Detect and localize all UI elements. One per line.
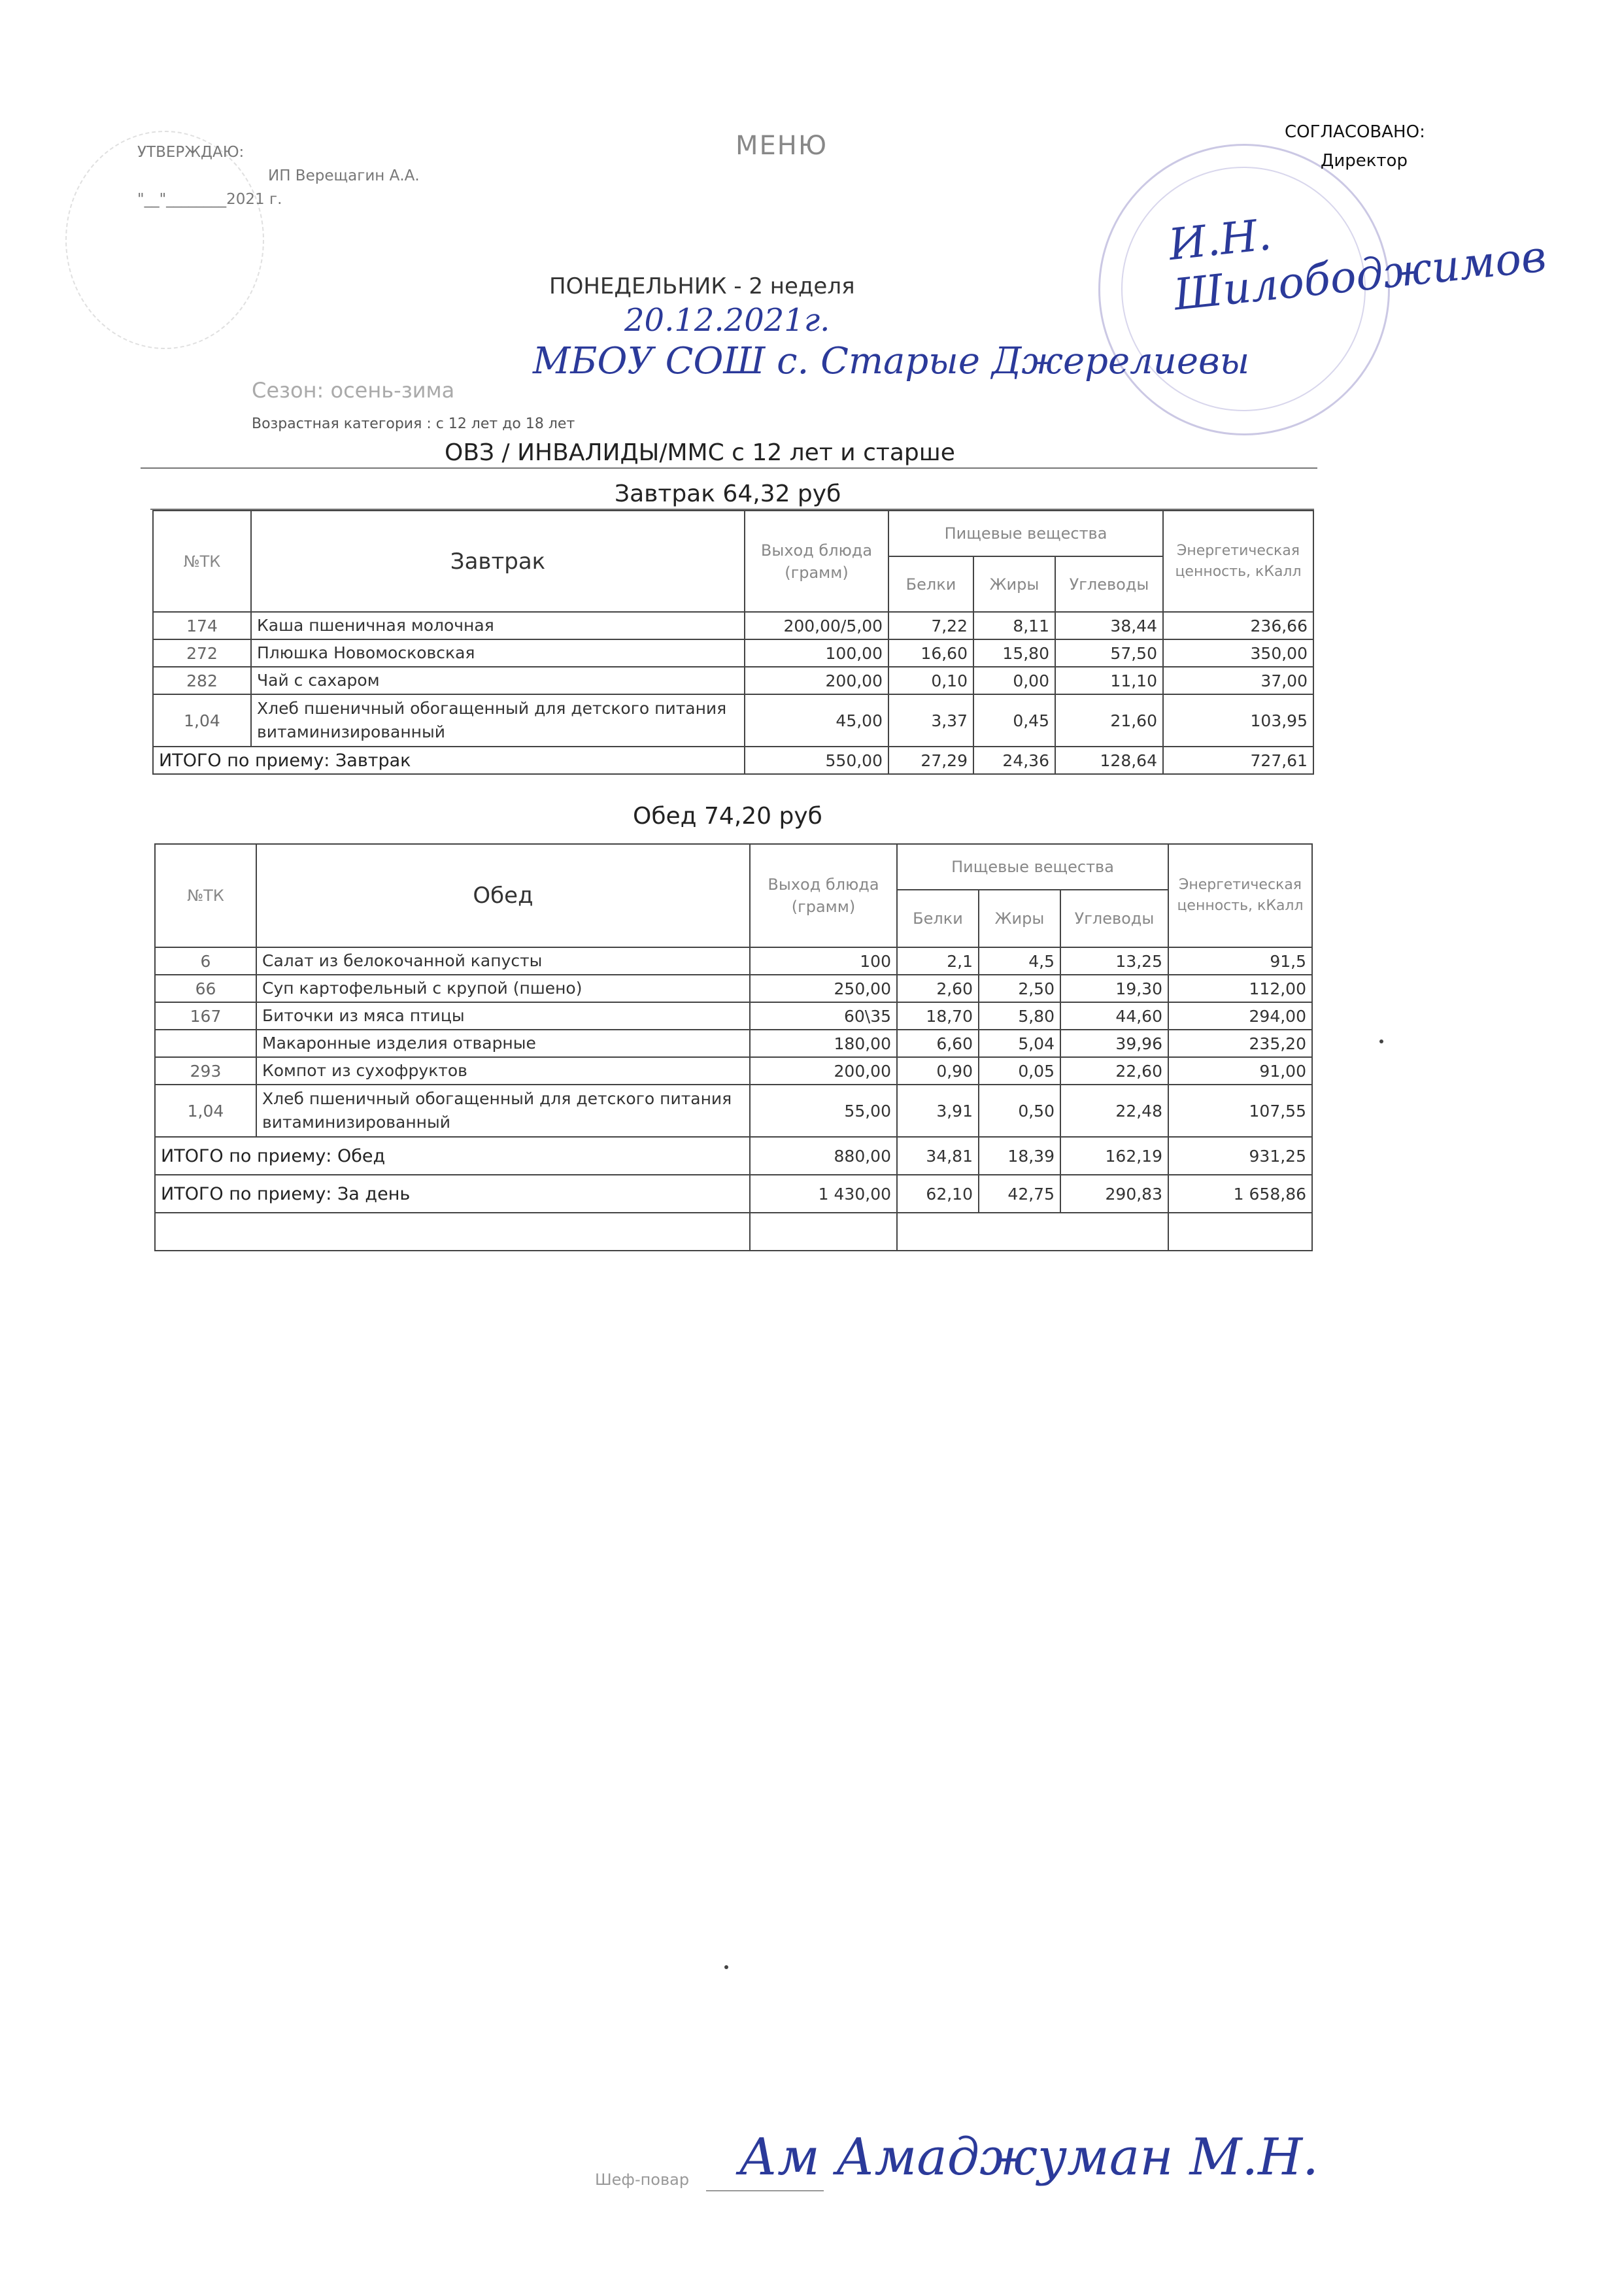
col-protein: Белки: [888, 556, 973, 612]
cell-energy: 235,20: [1168, 1030, 1312, 1057]
scan-speck: [724, 1965, 728, 1969]
day-total-protein: 62,10: [897, 1175, 979, 1213]
cell-carbs: 22,60: [1060, 1057, 1168, 1085]
cell-carbs: 38,44: [1055, 612, 1163, 639]
cell-fat: 0,50: [979, 1085, 1060, 1137]
col-dish: Обед: [256, 844, 750, 947]
cell-energy: 103,95: [1163, 694, 1313, 747]
cell-tk: 1,04: [153, 694, 251, 747]
cell-tk: 174: [153, 612, 251, 639]
table-row: [153, 667, 1313, 694]
day-total-row: [155, 1175, 1312, 1213]
day-heading: ПОНЕДЕЛЬНИК - 2 неделя: [549, 273, 855, 299]
lunch-title: Обед 74,20 руб: [633, 803, 822, 830]
col-protein: Белки: [897, 890, 979, 947]
total-fat: 18,39: [979, 1137, 1060, 1175]
empty-row: [155, 1213, 1312, 1251]
lunch-table: [154, 843, 1313, 1251]
col-nutrients: Пищевые вещества: [888, 511, 1163, 556]
handwritten-school: МБОУ СОШ с. Старые Джерелиевы: [533, 340, 1250, 382]
cell-name: Чай с сахаром: [251, 667, 745, 694]
breakfast-table: [152, 510, 1314, 775]
cell-protein: 2,1: [897, 947, 979, 975]
cell-protein: 0,90: [897, 1057, 979, 1085]
director-signature: И.Н. Шилободжимов: [1166, 209, 1549, 320]
cell-energy: 350,00: [1163, 639, 1313, 667]
cell-fat: 2,50: [979, 975, 1060, 1002]
cell-protein: 0,10: [888, 667, 973, 694]
age-category: Возрастная категория : с 12 лет до 18 лет: [252, 416, 575, 432]
approve-heading: УТВЕРЖДАЮ:: [137, 144, 245, 161]
cell-energy: 37,00: [1163, 667, 1313, 694]
cell-carbs: 57,50: [1055, 639, 1163, 667]
col-fat: Жиры: [973, 556, 1055, 612]
agree-role: Директор: [1321, 151, 1408, 171]
cell-fat: 5,80: [979, 1002, 1060, 1030]
cell-name: Хлеб пшеничный обогащенный для детского питания витаминизированный: [256, 1085, 750, 1137]
menu-title: МЕНЮ: [735, 131, 828, 161]
total-energy: 931,25: [1168, 1137, 1312, 1175]
total-fat: 24,36: [973, 747, 1055, 774]
cell-tk: 293: [155, 1057, 256, 1085]
approval-block: [137, 141, 420, 211]
total-label: ИТОГО по приему: Обед: [155, 1137, 750, 1175]
cell-protein: 7,22: [888, 612, 973, 639]
table-row: [155, 1002, 1312, 1030]
signature-line: [706, 2190, 824, 2191]
cell-name: Хлеб пшеничный обогащенный для детского питания витаминизированный: [251, 694, 745, 747]
total-row: [153, 747, 1313, 774]
cell-tk: 282: [153, 667, 251, 694]
cell-protein: 3,91: [897, 1085, 979, 1137]
cell-name: Макаронные изделия отварные: [256, 1030, 750, 1057]
cell-energy: 294,00: [1168, 1002, 1312, 1030]
col-dish: Завтрак: [251, 511, 745, 612]
cell-fat: 0,45: [973, 694, 1055, 747]
cell-carbs: 21,60: [1055, 694, 1163, 747]
breakfast-title: Завтрак 64,32 руб: [615, 481, 841, 507]
cell-yield: 45,00: [745, 694, 888, 747]
col-fat: Жиры: [979, 890, 1060, 947]
table-row: [153, 612, 1313, 639]
cell-tk: 6: [155, 947, 256, 975]
cell-carbs: 22,48: [1060, 1085, 1168, 1137]
handwritten-date: 20.12.2021г.: [624, 302, 830, 339]
col-energy: Энергетическая ценность, кКалл: [1168, 844, 1312, 947]
table-row: [155, 975, 1312, 1002]
total-yield: 880,00: [750, 1137, 897, 1175]
cell-yield: 100,00: [745, 639, 888, 667]
total-energy: 727,61: [1163, 747, 1313, 774]
table-row: [155, 1030, 1312, 1057]
cell-tk: 272: [153, 639, 251, 667]
cell-name: Каша пшеничная молочная: [251, 612, 745, 639]
cell-carbs: 13,25: [1060, 947, 1168, 975]
cell-name: Суп картофельный с крупой (пшено): [256, 975, 750, 1002]
cell-carbs: 19,30: [1060, 975, 1168, 1002]
cell-name: Салат из белокочанной капусты: [256, 947, 750, 975]
cell-fat: 5,04: [979, 1030, 1060, 1057]
cell-yield: 100: [750, 947, 897, 975]
cell-energy: 107,55: [1168, 1085, 1312, 1137]
total-yield: 550,00: [745, 747, 888, 774]
cell-yield: 200,00: [750, 1057, 897, 1085]
total-protein: 27,29: [888, 747, 973, 774]
divider: [141, 467, 1317, 469]
cell-yield: 250,00: [750, 975, 897, 1002]
cell-tk: [155, 1030, 256, 1057]
col-tk: №ТК: [155, 844, 256, 947]
approve-person: ИП Верещагин А.А.: [268, 167, 420, 184]
cell-name: Компот из сухофруктов: [256, 1057, 750, 1085]
cell-protein: 16,60: [888, 639, 973, 667]
agree-heading: СОГЛАСОВАНО:: [1285, 122, 1425, 142]
cell-protein: 2,60: [897, 975, 979, 1002]
col-energy: Энергетическая ценность, кКалл: [1163, 511, 1313, 612]
total-carbs: 128,64: [1055, 747, 1163, 774]
scan-speck: [1379, 1039, 1383, 1043]
day-total-carbs: 290,83: [1060, 1175, 1168, 1213]
chef-label: Шеф-повар: [595, 2170, 690, 2189]
cell-fat: 15,80: [973, 639, 1055, 667]
cell-yield: 60\35: [750, 1002, 897, 1030]
col-yield: Выход блюда (грамм): [745, 511, 888, 612]
day-total-yield: 1 430,00: [750, 1175, 897, 1213]
cell-protein: 6,60: [897, 1030, 979, 1057]
cell-carbs: 11,10: [1055, 667, 1163, 694]
total-carbs: 162,19: [1060, 1137, 1168, 1175]
col-carbs: Углеводы: [1055, 556, 1163, 612]
cell-energy: 236,66: [1163, 612, 1313, 639]
group-heading: ОВЗ / ИНВАЛИДЫ/ММС с 12 лет и старше: [445, 439, 955, 466]
cell-tk: 167: [155, 1002, 256, 1030]
table-row: [155, 1057, 1312, 1085]
cell-energy: 91,5: [1168, 947, 1312, 975]
cell-yield: 200,00/5,00: [745, 612, 888, 639]
cell-energy: 112,00: [1168, 975, 1312, 1002]
table-row: [155, 1085, 1312, 1137]
cell-protein: 18,70: [897, 1002, 979, 1030]
day-total-label: ИТОГО по приему: За день: [155, 1175, 750, 1213]
col-yield: Выход блюда (грамм): [750, 844, 897, 947]
cell-yield: 200,00: [745, 667, 888, 694]
cell-tk: 66: [155, 975, 256, 1002]
day-total-fat: 42,75: [979, 1175, 1060, 1213]
cell-tk: 1,04: [155, 1085, 256, 1137]
table-row: [155, 947, 1312, 975]
approve-date: "__"________2021 г.: [137, 191, 282, 208]
col-carbs: Углеводы: [1060, 890, 1168, 947]
chef-signature: Ам Амаджуман М.Н.: [739, 2128, 1319, 2187]
day-total-energy: 1 658,86: [1168, 1175, 1312, 1213]
col-tk: №ТК: [153, 511, 251, 612]
table-row: [153, 694, 1313, 747]
total-row: [155, 1137, 1312, 1175]
cell-fat: 8,11: [973, 612, 1055, 639]
cell-name: Биточки из мяса птицы: [256, 1002, 750, 1030]
cell-yield: 180,00: [750, 1030, 897, 1057]
cell-carbs: 39,96: [1060, 1030, 1168, 1057]
cell-fat: 0,05: [979, 1057, 1060, 1085]
cell-energy: 91,00: [1168, 1057, 1312, 1085]
season-label: Сезон: осень-зима: [252, 378, 455, 403]
cell-name: Плюшка Новомосковская: [251, 639, 745, 667]
total-protein: 34,81: [897, 1137, 979, 1175]
cell-fat: 4,5: [979, 947, 1060, 975]
col-nutrients: Пищевые вещества: [897, 844, 1168, 890]
agreement-block: [1285, 118, 1425, 175]
cell-yield: 55,00: [750, 1085, 897, 1137]
total-label: ИТОГО по приему: Завтрак: [153, 747, 745, 774]
cell-protein: 3,37: [888, 694, 973, 747]
cell-carbs: 44,60: [1060, 1002, 1168, 1030]
table-row: [153, 639, 1313, 667]
cell-fat: 0,00: [973, 667, 1055, 694]
